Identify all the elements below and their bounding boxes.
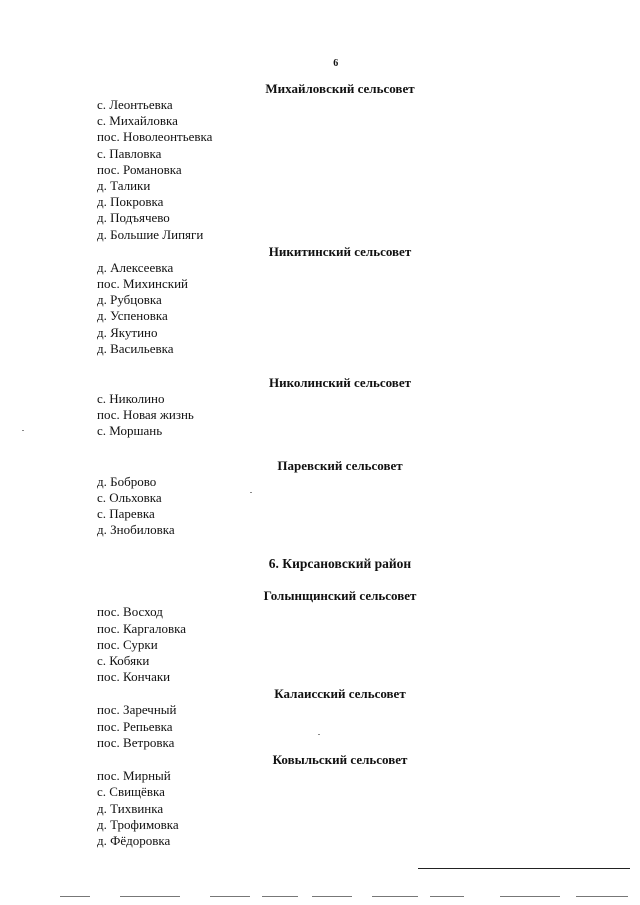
spacer <box>97 440 617 457</box>
village-item: пос. Сурки <box>97 636 158 652</box>
scan-artifact <box>312 896 352 897</box>
council-section-kalaissky <box>97 685 617 751</box>
council-section-mikhailovsky <box>97 80 617 243</box>
settlement-list <box>97 80 617 849</box>
village-item: пос. Заречный <box>97 702 177 718</box>
village-item: д. Талики <box>97 178 151 194</box>
page-number: 6 <box>333 58 339 69</box>
village-item: с. Леонтьевка <box>97 97 173 112</box>
village-item: пос. Каргаловка <box>97 620 187 636</box>
village-item: д. Успеновка <box>97 308 168 324</box>
village-item: пос. Восход <box>97 604 163 620</box>
village-item: с. Моршань <box>97 423 163 439</box>
spacer <box>97 538 617 555</box>
village-item: д. Рубцовка <box>97 292 162 308</box>
village-item: д. Тихвинка <box>97 800 164 816</box>
village-item: д. Фёдоровка <box>97 832 171 848</box>
village-item: с. Павловка <box>97 145 162 161</box>
village-item: д. Покровка <box>97 194 164 210</box>
council-title: Михайловский сельсовет <box>265 81 415 96</box>
village-item: пос. Новая жизнь <box>97 407 194 423</box>
village-item: пос. Кончаки <box>97 669 171 685</box>
village-item: с. Николино <box>97 391 165 407</box>
village-item: пос. Новолеонтьевка <box>97 129 213 145</box>
village-item: с. Ольховка <box>97 489 162 505</box>
council-section-nikitinsky <box>97 243 617 357</box>
scan-artifact <box>60 896 90 897</box>
village-item: д. Васильевка <box>97 340 174 356</box>
village-item: пос. Репьевка <box>97 718 173 734</box>
village-item: пос. Ветровка <box>97 734 175 750</box>
village-item: д. Знобиловка <box>97 522 175 538</box>
scan-artifact <box>318 734 320 735</box>
council-title: Паревский сельсовет <box>277 457 403 473</box>
scan-artifact <box>372 896 418 897</box>
spacer <box>97 573 617 587</box>
village-item: пос. Мирный <box>97 768 171 784</box>
village-item: д. Якутино <box>97 324 158 340</box>
village-item: д. Подъячево <box>97 210 170 226</box>
village-item: с. Свищёвка <box>97 784 165 800</box>
village-item: д. Алексеевка <box>97 259 174 275</box>
village-item: д. Боброво <box>97 473 157 489</box>
spacer <box>97 357 617 374</box>
scan-artifact <box>250 492 252 493</box>
council-section-kovylsky <box>97 751 617 849</box>
village-item: пос. Романовка <box>97 161 182 177</box>
council-section-nikolinsky <box>97 374 617 440</box>
scan-artifact <box>120 896 180 897</box>
village-item: д. Трофимовка <box>97 816 179 832</box>
village-item: пос. Михинский <box>97 276 188 292</box>
scan-artifact <box>576 896 628 897</box>
scan-artifact <box>262 896 298 897</box>
council-title: Голынщинский сельсовет <box>263 588 417 604</box>
council-title: Николинский сельсовет <box>268 375 411 391</box>
council-section-parevsky <box>97 457 617 539</box>
village-item: д. Большие Липяги <box>97 226 204 242</box>
council-title: Калаисский сельсовет <box>274 686 406 702</box>
scan-artifact <box>500 896 560 897</box>
council-title: Никитинский сельсовет <box>268 243 412 259</box>
scan-artifact <box>430 896 464 897</box>
district-title: 6. Кирсановский район <box>268 556 412 572</box>
scan-artifact <box>22 430 24 431</box>
village-item: с. Паревка <box>97 506 155 522</box>
footer-rule <box>418 868 630 869</box>
village-item: с. Михайловка <box>97 113 178 129</box>
council-section-golynshchinsky <box>97 587 617 685</box>
scan-artifact <box>210 896 250 897</box>
village-item: с. Кобяки <box>97 653 150 669</box>
council-title: Ковыльский сельсовет <box>272 752 408 768</box>
